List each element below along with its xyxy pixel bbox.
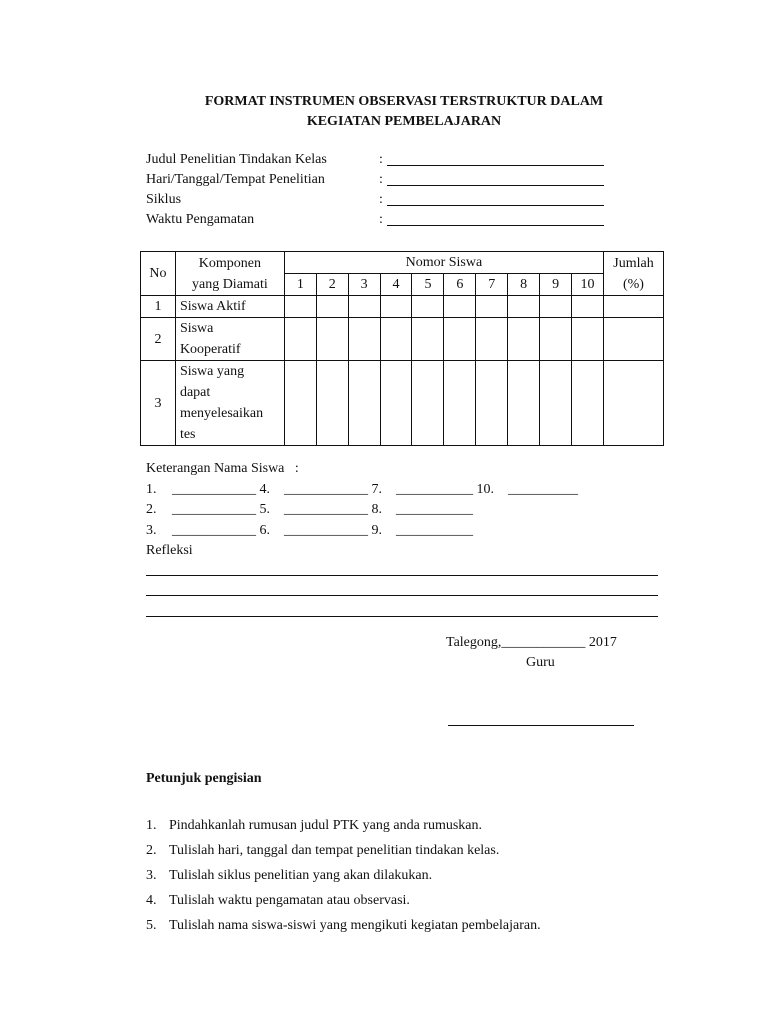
score-cell[interactable] [316,361,348,446]
keterangan-row-1 [146,480,666,501]
score-cell[interactable] [316,296,348,318]
score-cell[interactable] [380,361,412,446]
title-line-2: KEGIATAN PEMBELAJARAN [306,114,502,129]
signature-role: Guru [526,655,555,670]
name-blank[interactable]: ___________ [396,522,473,538]
header-komponen-line2: yang Diamati [191,276,268,292]
header-jumlah-line2: (%) [622,276,644,292]
field-label: Waktu Pengamatan [146,212,255,227]
row-no: 1 [141,296,176,318]
jumlah-cell[interactable] [603,318,663,361]
header-komponen [175,252,284,296]
row-komponen [175,296,284,318]
score-cell[interactable] [284,318,316,361]
name-blank[interactable]: ____________ 8. [284,502,382,517]
student-number-4: 4 [380,274,412,296]
score-cell[interactable] [540,318,572,361]
score-cell[interactable] [476,361,508,446]
score-cell[interactable] [572,361,604,446]
refleksi-line-2[interactable] [146,595,658,596]
score-cell[interactable] [508,361,540,446]
row-komponen-line: dapat [179,385,211,400]
name-blank[interactable]: ___________ [396,502,473,517]
field-blank-line[interactable] [387,210,604,226]
refleksi-label: Refleksi [146,543,193,558]
field-colon: : [379,192,383,207]
field-waktu [146,210,626,230]
row-no: 2 [141,318,176,361]
score-cell[interactable] [284,296,316,318]
header-jumlah [603,252,663,296]
name-blank[interactable]: ____________ 4. [172,481,270,497]
keterangan-label: Keterangan Nama Siswa : [146,461,299,476]
row-komponen-line: Siswa Aktif [179,299,246,314]
refleksi-line-1[interactable] [146,575,658,576]
name-blank[interactable]: ____________ 9. [284,522,382,538]
row-komponen-line: Siswa [179,321,214,336]
score-cell[interactable] [316,318,348,361]
student-number-5: 5 [412,274,444,296]
field-blank-line[interactable] [387,170,604,186]
name-blank[interactable]: ___________ 10. [396,481,494,497]
name-blank[interactable]: ____________ 6. [172,522,270,538]
signature-line[interactable] [448,725,634,726]
name-blank[interactable]: ____________ 7. [284,481,382,497]
table-row [141,296,664,318]
name-blank[interactable]: __________ [508,481,578,497]
list-item [146,891,706,916]
score-cell[interactable] [540,296,572,318]
row-komponen [175,361,284,446]
keterangan-row-3 [146,521,666,542]
list-item-number: 2. [146,843,157,858]
field-label: Hari/Tanggal/Tempat Penelitian [146,172,325,187]
refleksi-line-3[interactable] [146,616,658,617]
field-label: Judul Penelitian Tindakan Kelas [146,152,327,167]
row-komponen-line: Kooperatif [179,342,241,357]
header-jumlah-line1: Jumlah [613,255,654,271]
list-item-number: 4. [146,893,157,908]
list-item-text: Tulislah nama siswa-siswi yang mengikuti kegiatan pembelajaran. [169,918,541,933]
identity-fields [146,150,626,230]
row-no: 3 [141,361,176,446]
list-item-number: 3. [146,868,157,883]
score-cell[interactable] [444,361,476,446]
student-number-7: 7 [476,274,508,296]
student-number-6: 6 [444,274,476,296]
field-blank-line[interactable] [387,190,604,206]
keterangan-row-2 [146,500,666,521]
jumlah-cell[interactable] [603,296,663,318]
header-no: No [141,252,176,296]
keterangan-label-row [146,459,666,480]
student-number-2: 2 [316,274,348,296]
score-cell[interactable] [412,361,444,446]
list-item-number: 1. [146,818,157,833]
name-num: 3. [146,522,157,538]
document-title [0,92,768,132]
student-number-3: 3 [348,274,380,296]
field-colon: : [379,212,383,227]
list-item [146,916,706,941]
score-cell[interactable] [444,296,476,318]
observation-table [140,251,664,446]
score-cell[interactable] [284,361,316,446]
list-item [146,816,706,841]
score-cell[interactable] [412,296,444,318]
field-judul [146,150,626,170]
list-item-number: 5. [146,918,157,933]
keterangan-nama-siswa [146,459,666,562]
signature-place-date: Talegong,____________ 2017 [446,635,617,650]
score-cell[interactable] [572,296,604,318]
petunjuk-list [146,816,706,941]
score-cell[interactable] [476,318,508,361]
header-komponen-line1: Komponen [198,255,261,271]
table-row [141,318,664,361]
list-item-text: Pindahkanlah rumusan judul PTK yang anda rumuskan. [169,818,483,833]
name-num: 1. [146,481,157,497]
row-komponen-line: Siswa yang [179,364,245,379]
field-label: Siklus [146,192,182,207]
field-blank-line[interactable] [387,150,604,166]
title-line-1: FORMAT INSTRUMEN OBSERVASI TERSTRUKTUR DALAM [204,94,604,109]
list-item-text: Tulislah waktu pengamatan atau observasi. [169,893,410,908]
list-item-text: Tulislah siklus penelitian yang akan dilakukan. [169,868,433,883]
score-cell[interactable] [540,361,572,446]
list-item-text: Tulislah hari, tanggal dan tempat penelitian tindakan kelas. [169,843,500,858]
row-komponen-line: tes [179,427,196,442]
name-blank[interactable]: ____________ 5. [172,502,270,517]
name-num: 2. [146,502,157,517]
table-row [141,361,664,446]
student-number-9: 9 [540,274,572,296]
row-komponen-line: menyelesaikan [179,406,264,421]
score-cell[interactable] [348,318,380,361]
score-cell[interactable] [572,318,604,361]
score-cell[interactable] [348,296,380,318]
row-komponen [175,318,284,361]
score-cell[interactable] [380,296,412,318]
field-hari-tanggal [146,170,626,190]
field-colon: : [379,152,383,167]
header-nomor-siswa: Nomor Siswa [284,252,603,274]
score-cell[interactable] [508,296,540,318]
student-number-10: 10 [572,274,604,296]
score-cell[interactable] [508,318,540,361]
score-cell[interactable] [412,318,444,361]
field-siklus [146,190,626,210]
student-number-8: 8 [508,274,540,296]
refleksi-row [146,541,666,562]
student-number-1: 1 [284,274,316,296]
score-cell[interactable] [444,318,476,361]
score-cell[interactable] [476,296,508,318]
list-item [146,866,706,891]
list-item [146,841,706,866]
score-cell[interactable] [348,361,380,446]
jumlah-cell[interactable] [603,361,663,446]
petunjuk-title: Petunjuk pengisian [146,771,262,786]
score-cell[interactable] [380,318,412,361]
field-colon: : [379,172,383,187]
